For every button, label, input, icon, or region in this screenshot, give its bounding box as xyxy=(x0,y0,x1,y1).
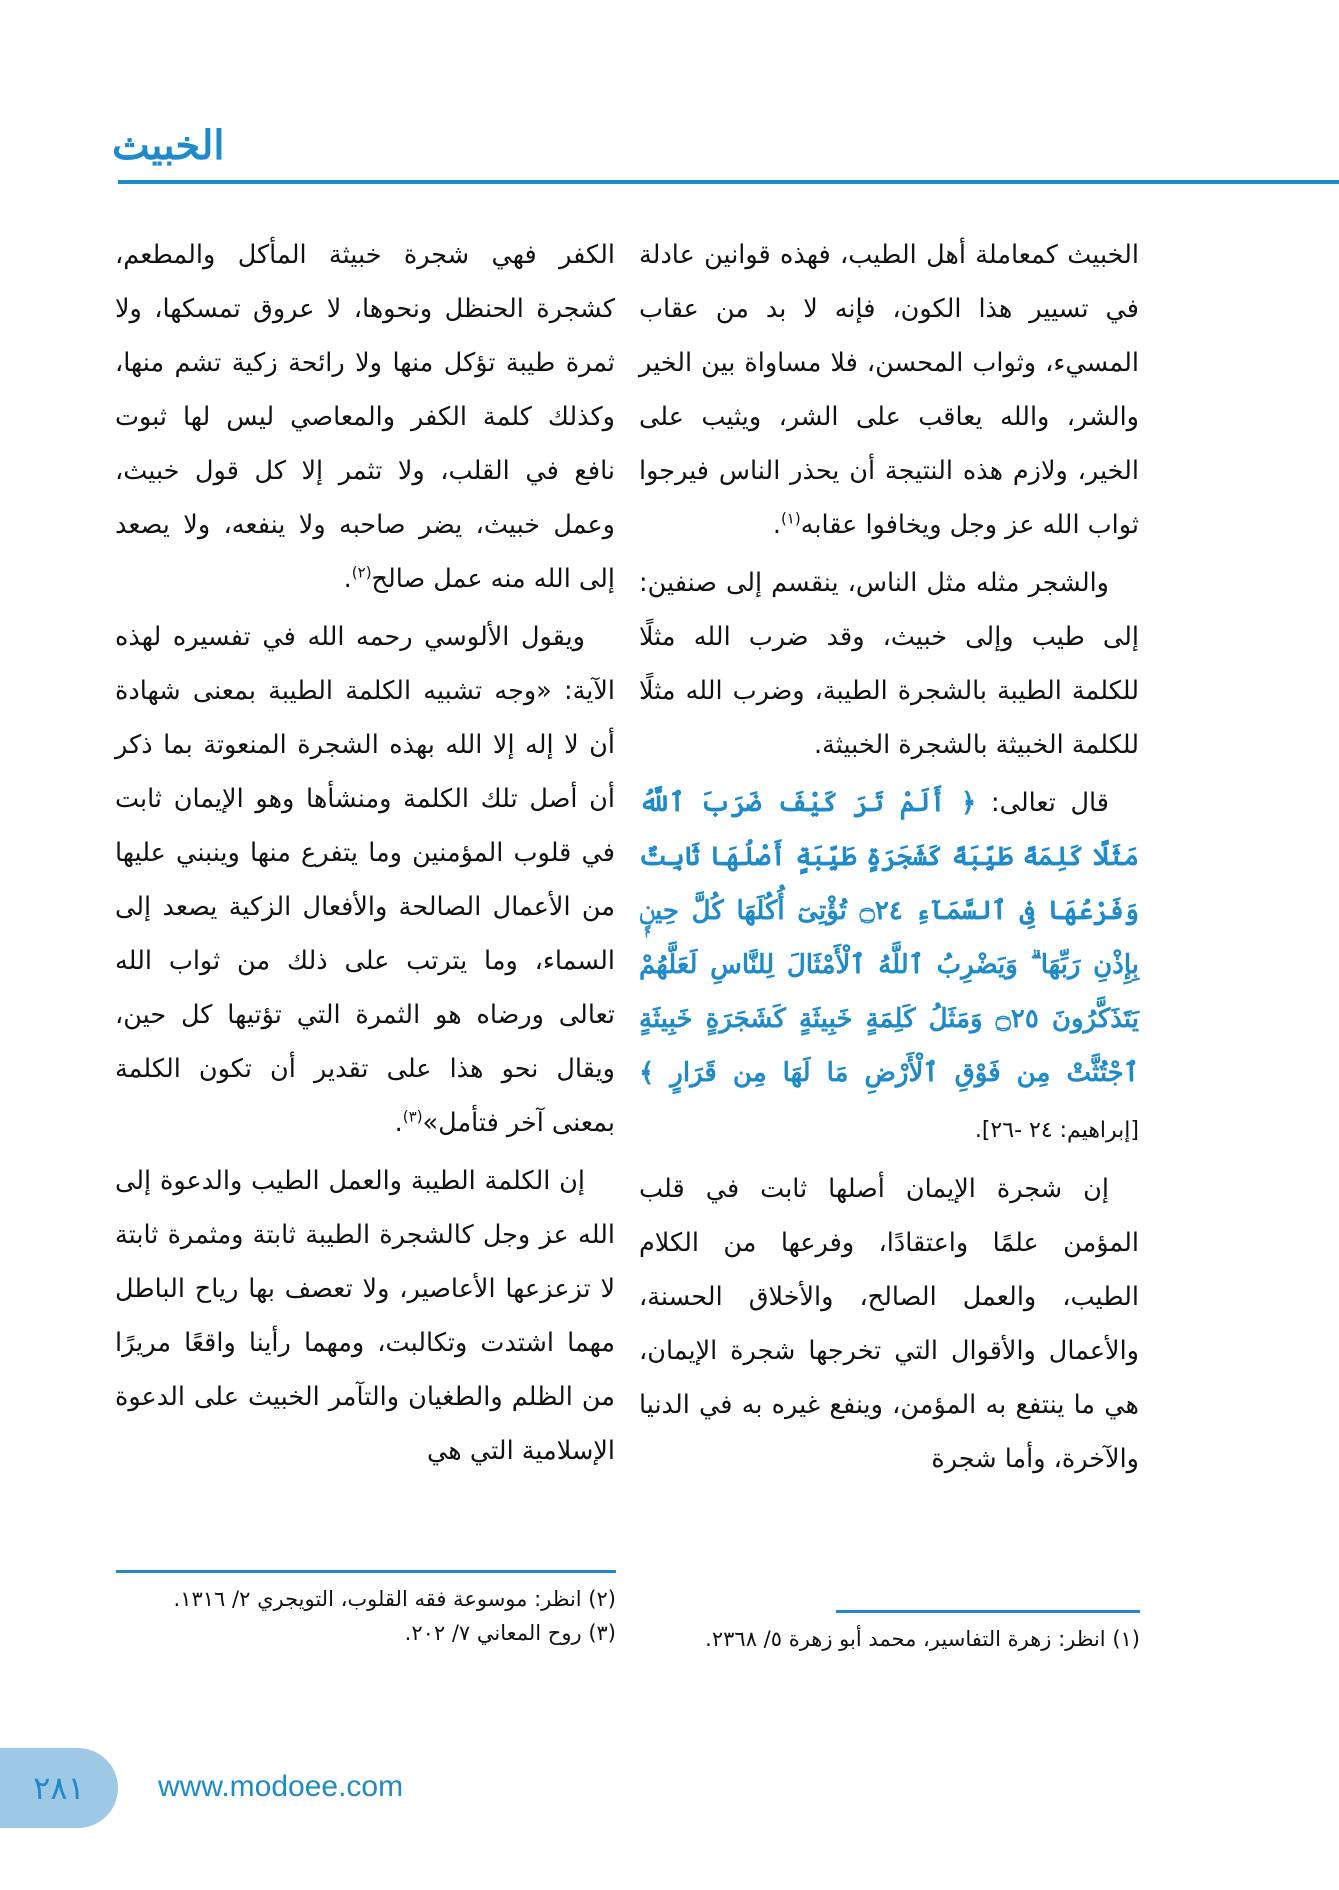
paragraph xyxy=(639,228,1139,552)
footnote-rule-left xyxy=(116,1570,616,1573)
paragraph-end: . xyxy=(343,564,352,594)
footnotes-left xyxy=(116,1582,616,1650)
paragraph xyxy=(115,228,615,606)
quran-verse: ﴿ أَلَمْ تَرَ كَيْفَ ضَرَبَ ٱللَّهُ مَثَلًا كَلِمَةً طَيِّبَةً كَشَجَرَةٍ طَيِّبَةٍ أَصْلُهَا ثَابِتٌ وَفَرْعُهَا فِى ٱلسَّمَآءِ ۝٢٤ تُؤْتِىٓ أُكُلَهَا كُلَّ حِينٍۭ بِإِذْنِ رَبِّهَا ۗ وَيَضْرِبُ ٱللَّهُ ٱلْأَمْثَالَ لِلنَّاسِ لَعَلَّهُمْ يَتَذَكَّرُونَ ۝٢٥ وَمَثَلُ كَلِمَةٍ خَبِيثَةٍ كَشَجَرَةٍ خَبِيثَةٍ ٱجْتُثَّتْ مِن فَوْقِ ٱلْأَرْضِ مَا لَهَا مِن قَرَارٍ ﴾ xyxy=(639,788,1140,1088)
verse-paragraph xyxy=(639,776,1139,1158)
footnote-3: (٣) روح المعاني ٧/ ٢٠٢. xyxy=(404,1621,616,1645)
verse-intro: قال تعالى: xyxy=(976,788,1109,818)
paragraph-text: الخبيث كمعاملة أهل الطيب، فهذه قوانين عادلة في تسيير هذا الكون، فإنه لا بد من عقاب المسيء، وثواب المحسن، فلا مساواة بين الخير والشر، والله يعاقب على الشر، ويثيب على الخير، ولازم هذه النتيجة أن يحذر الناس فيرجوا ثواب الله عز وجل ويخافوا عقابه xyxy=(639,240,1139,540)
footnote-ref[interactable]: (٢) xyxy=(351,563,372,582)
paragraph: إن شجرة الإيمان أصلها ثابت في قلب المؤمن علمًا واعتقادًا، وفرعها من الكلام الطيب، والعمل الصالح، والأخلاق الحسنة، والأعمال والأقوال التي تخرجها شجرة الإيمان، هي ما ينتفع به المؤمن، وينفع غيره به في الدنيا والآخرة، وأما شجرة xyxy=(639,1174,1139,1474)
footnote-1: (١) انظر: زهرة التفاسير، محمد أبو زهرة ٥/ ٢٣٦٨. xyxy=(705,1627,1140,1651)
footnote-ref[interactable]: (٣) xyxy=(402,1107,423,1126)
footnote-2: (٢) انظر: موسوعة فقه القلوب، التويجري ٢/ ١٣١٦. xyxy=(173,1587,616,1611)
right-column xyxy=(639,228,1139,1490)
left-column xyxy=(115,228,615,1482)
paragraph-end: . xyxy=(772,510,781,540)
footnote-ref[interactable]: (١) xyxy=(780,509,801,528)
footnote-rule-right xyxy=(836,1610,1140,1613)
header-rule xyxy=(118,180,1339,184)
paragraph xyxy=(115,610,615,1150)
page-number: ٢٨١ xyxy=(33,1769,85,1807)
paragraph-text: الكفر فهي شجرة خبيثة المأكل والمطعم، كشجرة الحنظل ونحوها، لا عروق تمسكها، ولا ثمرة طيبة تؤكل منها ولا رائحة زكية تشم منها، وكذلك كلمة الكفر والمعاصي ليس لها ثبوت نافع في القلب، ولا تثمر إلا كل قول خبيث، وعمل خبيث، يضر صاحبه ولا ينفعه، ولا يصعد إلى الله منه عمل صالح xyxy=(115,240,615,594)
paragraph: والشجر مثله مثل الناس، ينقسم إلى صنفين: إلى طيب وإلى خبيث، وقد ضرب الله مثلًا للكلمة الطيبة بالشجرة الطيبة، وضرب الله مثلًا للكلمة الخبيثة بالشجرة الخبيثة. xyxy=(639,568,1139,760)
paragraph-text: ويقول الألوسي رحمه الله في تفسيره لهذه الآية: «وجه تشبيه الكلمة الطيبة بمعنى شهادة أن لا إله إلا الله بهذه الشجرة المنعوتة بما ذكر أن أصل تلك الكلمة ومنشأها وهو الإيمان ثابت في قلوب المؤمنين وما يتفرع منها وينبني عليها من الأعمال الصالحة والأفعال الزكية يصعد إلى السماء، وما يترتب على ذلك من ثواب الله تعالى ورضاه هو الثمرة التي تؤتيها كل حين، ويقال نحو هذا على تقدير أن تكون الكلمة بمعنى آخر فتأمل» xyxy=(115,622,615,1138)
page-title: الخبيث xyxy=(112,122,225,169)
site-link[interactable]: www.modoee.com xyxy=(158,1770,404,1803)
page-number-badge xyxy=(0,1748,118,1828)
verse-reference: [إبراهيم: ٢٤ -٢٦]. xyxy=(974,1118,1139,1143)
paragraph: إن الكلمة الطيبة والعمل الطيب والدعوة إلى الله عز وجل كالشجرة الطيبة ثابتة ومثمرة ثابتة لا تزعزعها الأعاصير، ولا تعصف بها رياح الباطل مهما اشتدت وتكالبت، ومهما رأينا واقعًا مريرًا من الظلم والطغيان والتآمر الخبيث على الدعوة الإسلامية التي هي xyxy=(115,1166,615,1466)
paragraph-end: . xyxy=(394,1108,403,1138)
footnotes-right xyxy=(640,1622,1140,1656)
